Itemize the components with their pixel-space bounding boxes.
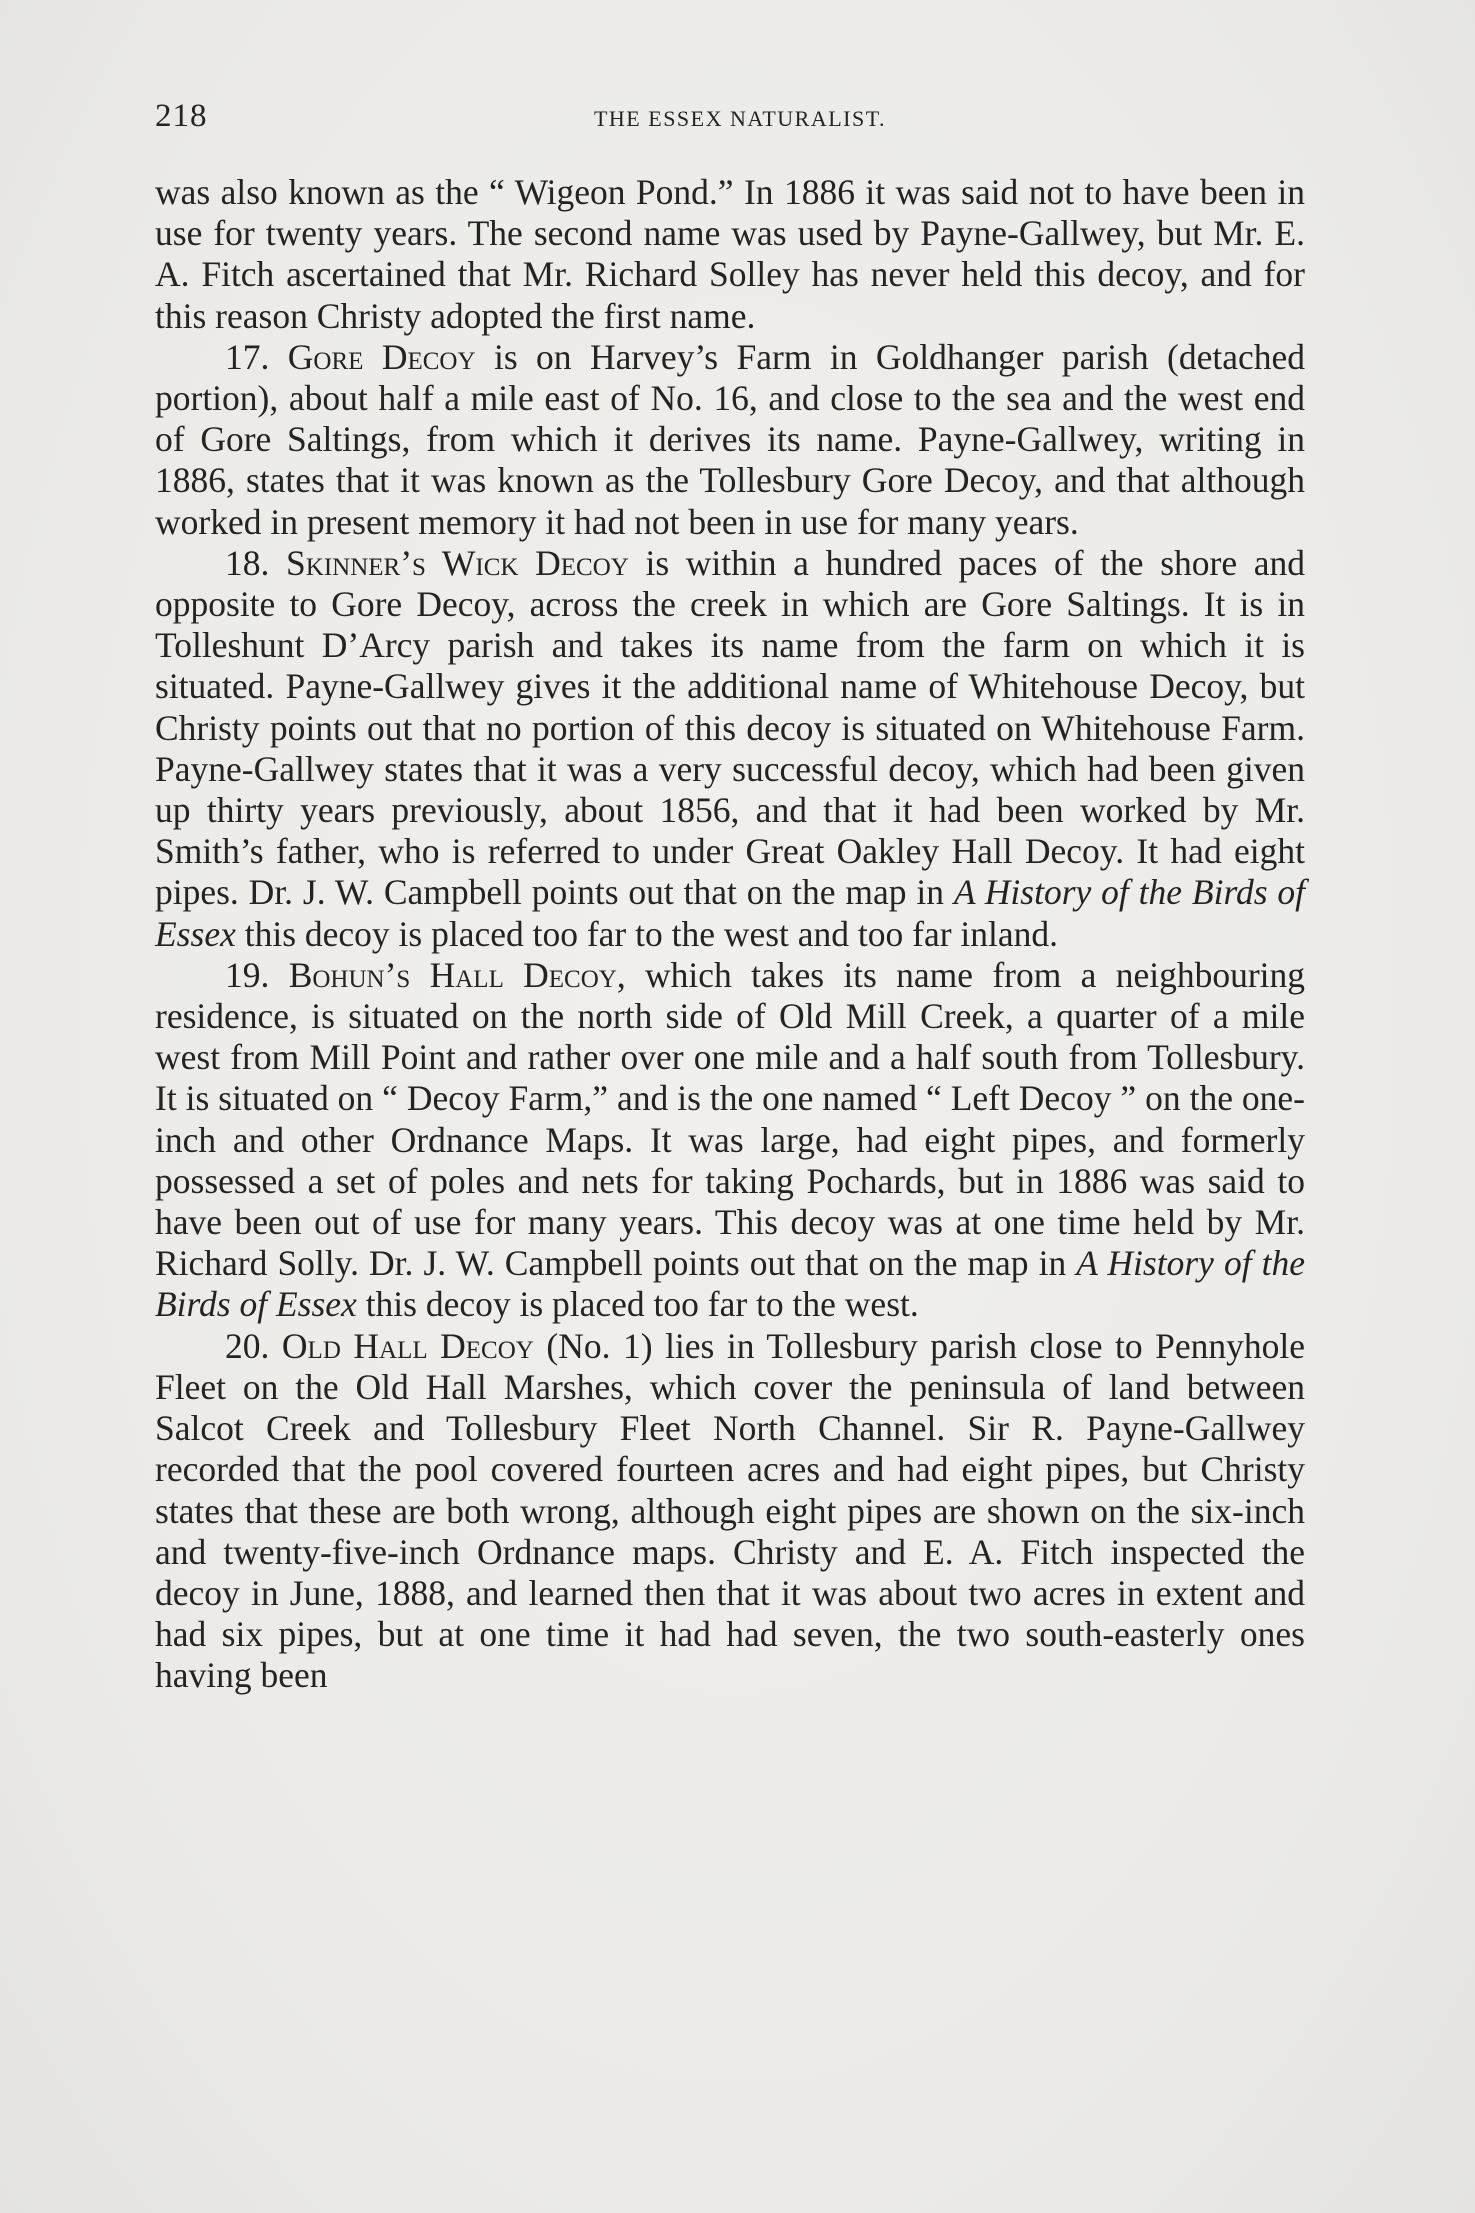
journal-title: THE ESSEX NATURALIST. [593, 106, 887, 131]
entry-number: 19. [225, 954, 270, 995]
entry-title: Old Hall Decoy [281, 1325, 534, 1366]
paragraph-continuation [155, 172, 1305, 337]
paragraph-text: is on Harvey’s Farm in Goldhanger parish (detached portion), about half a mile east of No. 16, and close to the sea and the west end of Gore Saltings, from which it derives its name. Payne-Gallwey, writing in 1886, states that it was known as the Tollesbury Gore Decoy, and that although worked in present memory it had not been in use for many years. [155, 336, 1306, 542]
paragraph-18 [155, 543, 1305, 955]
paragraph-text: was also known as the “ Wigeon Pond.” In 1886 it was said not to have been in use for twenty years. The second name was used by Payne-Gallwey, but Mr. E. A. Fitch ascertained that Mr. Richard Solley has never held this decoy, and for this reason Christy adopted the first name. [155, 172, 1305, 336]
paragraph-text: is within a hundred paces of the shore and opposite to Gore Decoy, across the creek in which are Gore Saltings. It is in Tolleshunt D’Arcy parish and takes its name from the farm on which it is situated. Payne-Gallwey gives it the additional name of Whitehouse Decoy, but Christy points out that no portion of this decoy is situated on Whitehouse Farm. Payne-Gallwey states that it was a very successful decoy, which had been given up thirty years previously, about 1856, and that it had been worked by Mr. Smith’s father, who is referred to under Great Oakley Hall Decoy. It had eight pipes. Dr. J. W. Campbell points out that on the map in [155, 542, 1305, 913]
page-number: 218 [155, 98, 208, 134]
body-text [155, 172, 1305, 1697]
entry-title: Skinner’s Wick Decoy [286, 542, 629, 583]
running-head [155, 98, 1305, 148]
paragraph-17 [155, 337, 1305, 543]
entry-title: Gore Decoy [287, 336, 476, 377]
entry-title: Bohun’s Hall Decoy [288, 954, 617, 995]
entry-number: 20. [225, 1325, 270, 1366]
book-title-italic: A History of the Birds of Essex [155, 872, 1305, 954]
entry-number: 18. [225, 542, 270, 583]
paragraph-20 [155, 1326, 1305, 1697]
paragraph-19 [155, 955, 1305, 1326]
paragraph-text: , which takes its name from a neighbouring residence, is situated on the north side of Old Mill Creek, a quarter of a mile west from Mill Point and rather over one mile and a half south from Tollesbury. It is situated on “ Decoy Farm,” and is the one named “ Left Decoy ” on the one-inch and other Ordnance Maps. It was large, had eight pipes, and formerly possessed a set of poles and nets for taking Pochards, but in 1886 was said to have been out of use for many years. This decoy was at one time held by Mr. Richard Solly. Dr. J. W. Campbell points out that on the map in [155, 954, 1306, 1284]
book-title-italic: A History of the Birds of Essex [155, 1243, 1306, 1325]
paragraph-tail: this decoy is placed too far to the west. [356, 1284, 919, 1325]
paragraph-tail: this decoy is placed too far to the west and too far inland. [235, 913, 1059, 954]
paragraph-text: (No. 1) lies in Tollesbury parish close to Pennyhole Fleet on the Old Hall Marshes, which cover the peninsula of land between Salcot Creek and Tollesbury Fleet North Channel. Sir R. Payne-Gallwey recorded that the pool covered fourteen acres and had eight pipes, but Christy states that these are both wrong, although eight pipes are shown on the six-inch and twenty-five-inch Ordnance maps. Christy and E. A. Fitch inspected the decoy in June, 1888, and learned then that it was about two acres in extent and had six pipes, but at one time it had had seven, the two south-easterly ones having been [155, 1325, 1305, 1696]
entry-number: 17. [225, 336, 270, 377]
